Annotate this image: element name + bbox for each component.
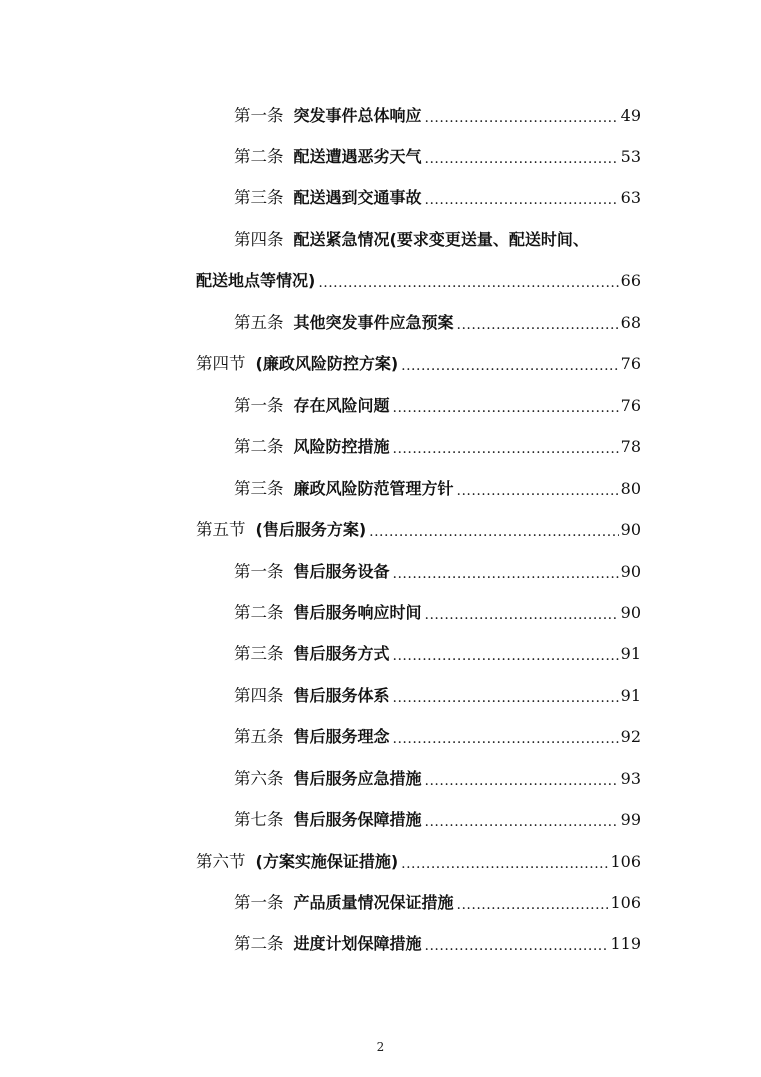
toc-entry-title: 配送遭遇恶劣天气 [293, 147, 422, 166]
toc-entry-page: 91 [620, 686, 641, 705]
toc-entry-title: 进度计划保障措施 [293, 934, 422, 953]
toc-entry-number: 第三条 [234, 644, 284, 663]
toc-entry[interactable] [234, 552, 641, 582]
toc-section-number: 第四节 [196, 354, 246, 373]
toc-entry-number: 第一条 [234, 562, 284, 581]
dot-leader [425, 106, 619, 126]
toc-entry[interactable] [234, 634, 641, 664]
toc-section-title: (方案实施保证措施) [255, 852, 399, 871]
toc-entry-title: 存在风险问题 [293, 396, 390, 415]
toc-entry-page: 66 [620, 271, 641, 290]
toc-section-title: (售后服务方案) [255, 520, 367, 539]
toc-entry-title: 售后服务体系 [293, 686, 390, 705]
toc-entry[interactable] [234, 800, 641, 830]
toc-entry-page: 99 [620, 810, 641, 829]
dot-leader [393, 727, 619, 747]
toc-entry-number: 第三条 [234, 479, 284, 498]
toc-entry[interactable] [234, 303, 641, 333]
toc-entry-title-line1: 配送紧急情况(要求变更送量、配送时间、 [293, 230, 589, 249]
toc-entry-number: 第七条 [234, 810, 284, 829]
toc-entry-title: 配送遇到交通事故 [293, 188, 422, 207]
toc-entry-number: 第五条 [234, 727, 284, 746]
toc-entry[interactable] [234, 593, 641, 623]
toc-entry-number: 第六条 [234, 769, 284, 788]
toc-entry-page: 92 [620, 727, 641, 746]
toc-entry-wrapped-first-line[interactable] [234, 220, 641, 250]
toc-section-number: 第六节 [196, 852, 246, 871]
toc-section-entry[interactable] [196, 842, 641, 872]
dot-leader [425, 934, 609, 954]
toc-entry-page: 90 [620, 520, 641, 539]
toc-entry-number: 第五条 [234, 313, 284, 332]
dot-leader [393, 562, 619, 582]
dot-leader [457, 479, 619, 499]
toc-entry-number: 第二条 [234, 603, 284, 622]
toc-entry[interactable] [234, 759, 641, 789]
toc-entry-number: 第二条 [234, 437, 284, 456]
toc-entry-title: 产品质量情况保证措施 [293, 893, 454, 912]
toc-entry-page: 76 [620, 354, 641, 373]
dot-leader [425, 603, 619, 623]
dot-leader [425, 769, 619, 789]
toc-entry-page: 93 [620, 769, 641, 788]
toc-section-entry[interactable] [196, 510, 641, 540]
toc-entry-title: 售后服务设备 [293, 562, 390, 581]
toc-entry-title: 售后服务应急措施 [293, 769, 422, 788]
dot-leader [393, 686, 619, 706]
dot-leader [318, 271, 618, 291]
dot-leader [425, 810, 619, 830]
toc-entry-page: 53 [620, 147, 641, 166]
toc-entry-title: 售后服务理念 [293, 727, 390, 746]
page-number: 2 [376, 1040, 385, 1054]
toc-section-title: (廉政风险防控方案) [255, 354, 399, 373]
toc-entry[interactable] [234, 178, 641, 208]
toc-section-number: 第五节 [196, 520, 246, 539]
toc-entry-page: 49 [620, 106, 641, 125]
toc-entry-title-line2: 配送地点等情况) [196, 271, 316, 290]
toc-entry[interactable] [234, 717, 641, 747]
dot-leader [393, 437, 619, 457]
toc-entry[interactable] [234, 676, 641, 706]
toc-entry[interactable] [234, 469, 641, 499]
toc-entry-page: 90 [620, 562, 641, 581]
toc-entry-page: 119 [610, 934, 641, 953]
dot-leader [393, 644, 619, 664]
toc-entry-page: 78 [620, 437, 641, 456]
toc-entry-number: 第一条 [234, 396, 284, 415]
dot-leader [393, 396, 619, 416]
toc-entry-wrapped-second-line[interactable] [196, 261, 641, 291]
toc-entry[interactable] [234, 924, 641, 954]
toc-entry-number: 第一条 [234, 893, 284, 912]
toc-entry-page: 80 [620, 479, 641, 498]
toc-section-entry[interactable] [196, 344, 641, 374]
toc-entry-number: 第二条 [234, 934, 284, 953]
toc-entry-page: 90 [620, 603, 641, 622]
toc-entry[interactable] [234, 96, 641, 126]
toc-entry-number: 第四条 [234, 230, 284, 249]
toc-entry-title: 售后服务保障措施 [293, 810, 422, 829]
toc-entry-number: 第一条 [234, 106, 284, 125]
dot-leader [425, 147, 619, 167]
toc-entry-page: 76 [620, 396, 641, 415]
toc-entry-number: 第二条 [234, 147, 284, 166]
toc-entry-page: 91 [620, 644, 641, 663]
toc-entry-title: 风险防控措施 [293, 437, 390, 456]
toc-entry-title: 售后服务响应时间 [293, 603, 422, 622]
dot-leader [401, 354, 619, 374]
dot-leader [369, 520, 619, 540]
toc-entry[interactable] [234, 386, 641, 416]
toc-entry-title: 廉政风险防范管理方针 [293, 479, 454, 498]
dot-leader [457, 893, 609, 913]
dot-leader [425, 188, 619, 208]
toc-entry-page: 106 [610, 893, 641, 912]
dot-leader [457, 313, 619, 333]
toc-entry-page: 106 [610, 852, 641, 871]
toc-entry-title: 其他突发事件应急预案 [293, 313, 454, 332]
toc-entry-page: 63 [620, 188, 641, 207]
toc-entry-title: 售后服务方式 [293, 644, 390, 663]
toc-entry-number: 第四条 [234, 686, 284, 705]
toc-entry-title: 突发事件总体响应 [293, 106, 422, 125]
toc-entry-page: 68 [620, 313, 641, 332]
toc-entry[interactable] [234, 883, 641, 913]
toc-entry[interactable] [234, 427, 641, 457]
toc-entry-number: 第三条 [234, 188, 284, 207]
toc-entry[interactable] [234, 137, 641, 167]
dot-leader [401, 852, 608, 872]
